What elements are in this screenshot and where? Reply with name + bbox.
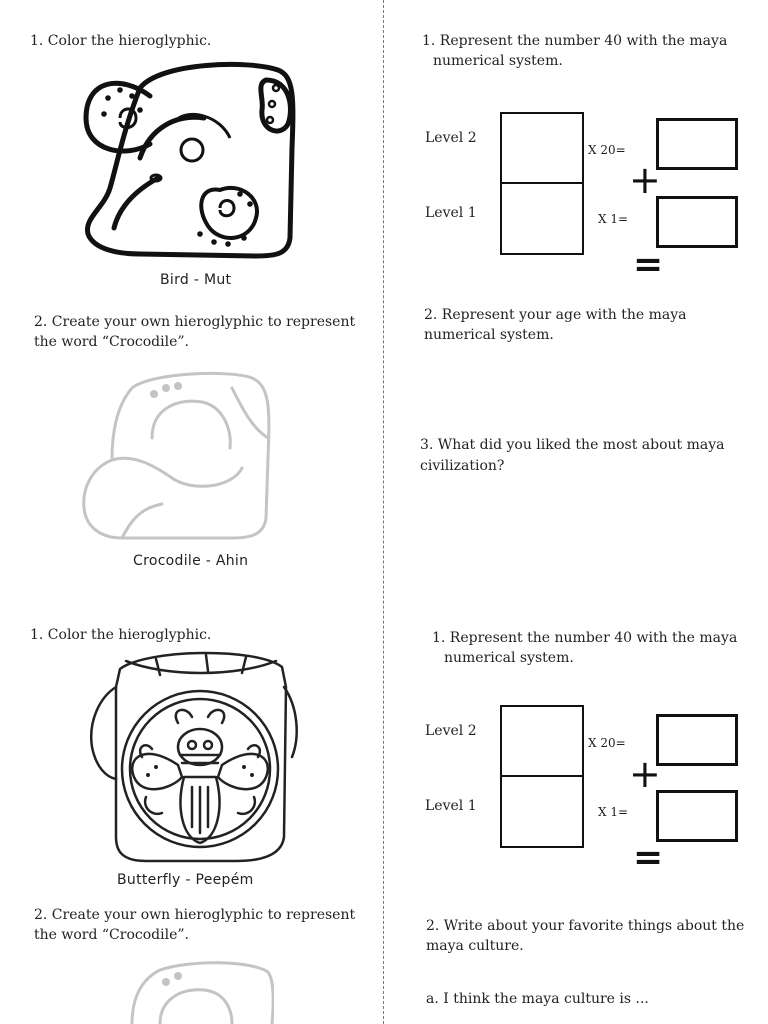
level-2-label: Level 2 bbox=[425, 130, 477, 146]
question-create-hieroglyphic-2: 2. Create your own hieroglyphic to represent bbox=[34, 907, 356, 923]
equals-sign: = bbox=[633, 244, 664, 285]
crocodile-outline-image-2 bbox=[120, 960, 274, 1024]
butterfly-hieroglyphic-image bbox=[86, 647, 300, 865]
multiply-1-label: X 1= bbox=[598, 212, 629, 226]
level-1-label-2: Level 1 bbox=[425, 798, 477, 814]
level-2-box-2[interactable] bbox=[500, 705, 584, 777]
question-represent-40-2-line2: numerical system. bbox=[444, 650, 574, 666]
question-favorite-things-line2: maya culture. bbox=[426, 938, 524, 954]
question-represent-40-2: 1. Represent the number 40 with the maya bbox=[432, 630, 738, 646]
result-level-1-box[interactable] bbox=[656, 196, 738, 248]
sentence-starter: a. I think the maya culture is ... bbox=[426, 991, 649, 1007]
question-represent-age-line2: numerical system. bbox=[424, 327, 554, 343]
bird-caption: Bird - Mut bbox=[160, 272, 232, 288]
question-liked-most-line2: civilization? bbox=[420, 458, 505, 474]
level-2-label-2: Level 2 bbox=[425, 723, 477, 739]
multiply-20-label-2: X 20= bbox=[588, 736, 626, 750]
crocodile-outline-image bbox=[82, 368, 274, 540]
question-represent-40: 1. Represent the number 40 with the maya bbox=[422, 33, 728, 49]
question-color-hieroglyphic: 1. Color the hieroglyphic. bbox=[30, 33, 212, 49]
page-divider bbox=[383, 0, 384, 1024]
question-favorite-things: 2. Write about your favorite things about the bbox=[426, 918, 745, 934]
level-1-box-2[interactable] bbox=[500, 775, 584, 848]
equals-sign-2: = bbox=[633, 837, 664, 878]
result-level-1-box-2[interactable] bbox=[656, 790, 738, 842]
result-level-2-box[interactable] bbox=[656, 118, 738, 170]
question-create-hieroglyphic-2-line2: the word “Crocodile”. bbox=[34, 927, 189, 943]
bird-hieroglyphic-image bbox=[80, 58, 302, 266]
plus-sign: + bbox=[629, 158, 661, 202]
question-represent-40-line2: numerical system. bbox=[433, 53, 563, 69]
question-color-hieroglyphic-2: 1. Color the hieroglyphic. bbox=[30, 627, 212, 643]
result-level-2-box-2[interactable] bbox=[656, 714, 738, 766]
level-1-box[interactable] bbox=[500, 182, 584, 255]
question-liked-most: 3. What did you liked the most about maya bbox=[420, 437, 725, 453]
multiply-1-label-2: X 1= bbox=[598, 805, 629, 819]
level-1-label: Level 1 bbox=[425, 205, 477, 221]
question-create-hieroglyphic-line2: the word “Crocodile”. bbox=[34, 334, 189, 350]
level-2-box[interactable] bbox=[500, 112, 584, 184]
plus-sign-2: + bbox=[629, 752, 661, 796]
question-represent-age: 2. Represent your age with the maya bbox=[424, 307, 687, 323]
multiply-20-label: X 20= bbox=[588, 143, 626, 157]
crocodile-caption: Crocodile - Ahin bbox=[133, 553, 249, 569]
question-create-hieroglyphic: 2. Create your own hieroglyphic to represent bbox=[34, 314, 356, 330]
butterfly-caption: Butterfly - Peepém bbox=[117, 872, 254, 888]
